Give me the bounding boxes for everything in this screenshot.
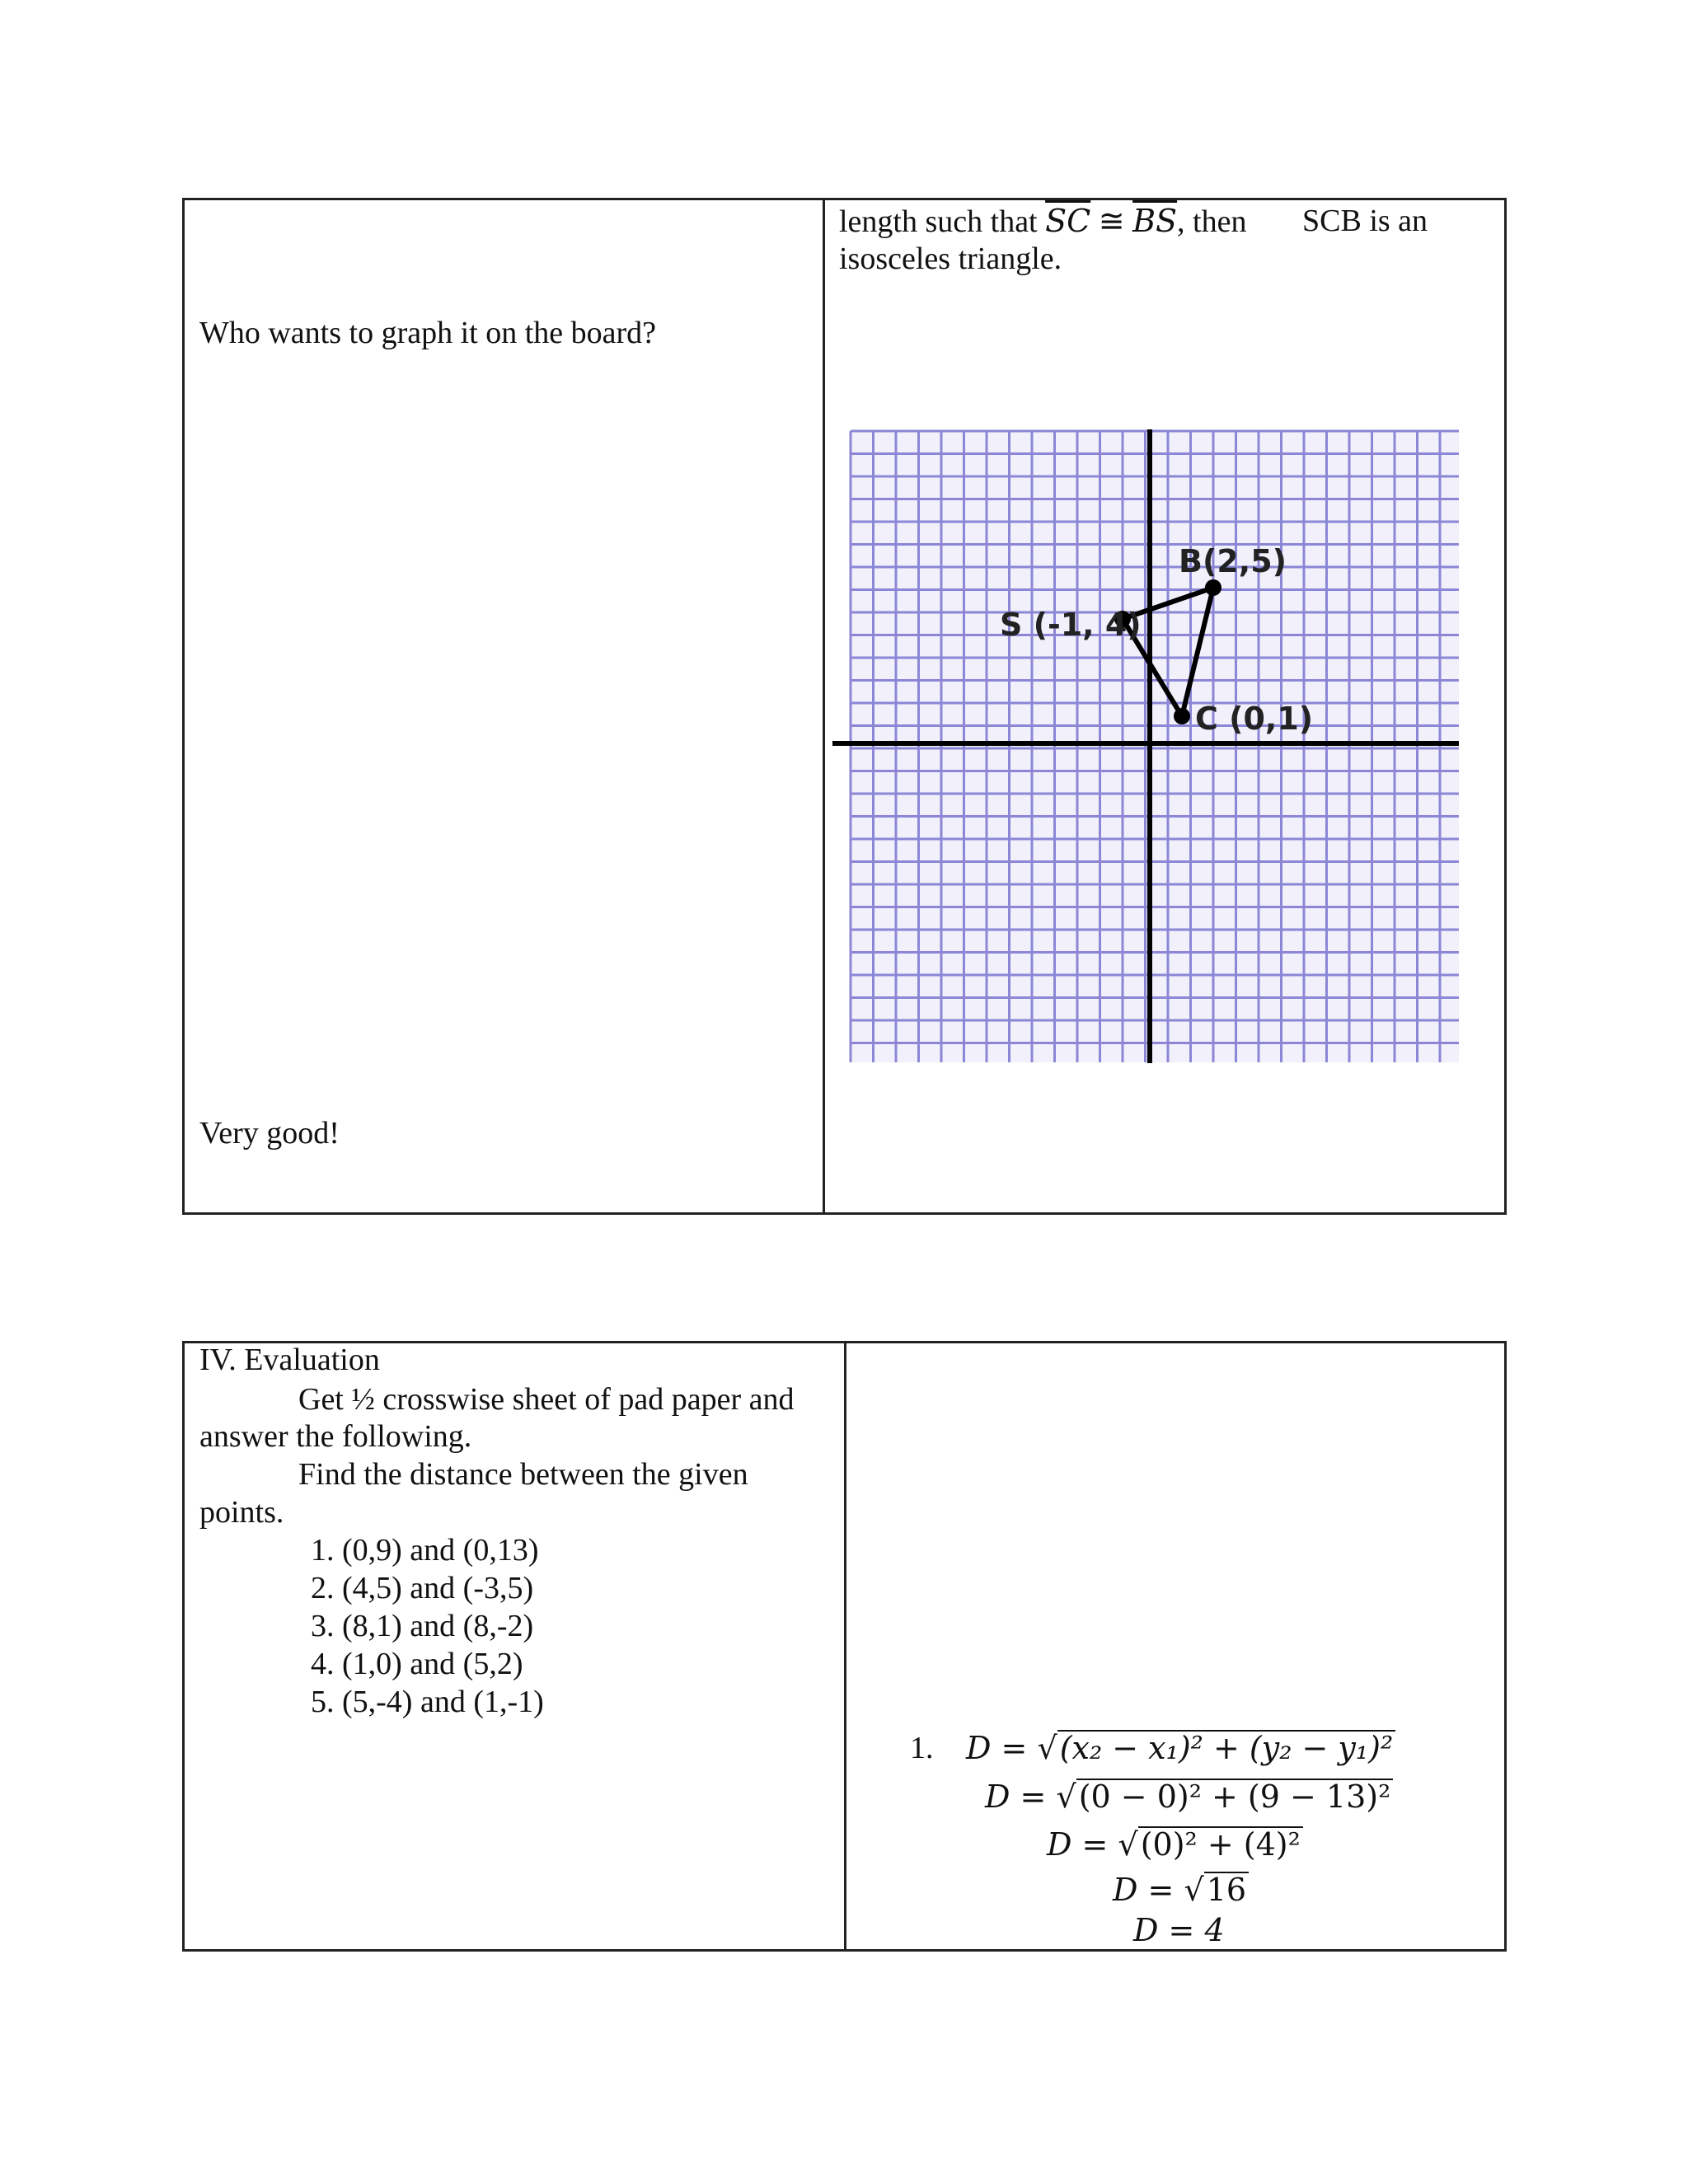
statement-text-b: , then: [1177, 204, 1247, 239]
column-divider: [823, 200, 825, 1212]
radicand: 16: [1204, 1872, 1249, 1906]
segment-sc: $\overline{SC}$: [1045, 203, 1091, 239]
lhs: D =: [985, 1779, 1047, 1815]
list-item: 1. (0,9) and (0,13): [311, 1533, 539, 1568]
radicand: (x₂ − x₁)² + (y₂ − y₁)²: [1057, 1730, 1396, 1765]
coordinate-graph: [832, 424, 1459, 1067]
lhs: D =: [1047, 1826, 1109, 1863]
isosceles-statement-tail: SCB is an: [1302, 204, 1428, 238]
list-item: 3. (8,1) and (8,-2): [311, 1609, 534, 1643]
instruction-1b: answer the following.: [199, 1419, 472, 1454]
isosceles-statement-line1: [839, 202, 1246, 241]
instruction-2b: points.: [199, 1495, 284, 1530]
point-c: [1174, 708, 1190, 724]
solution-line-2: D = √(0 − 0)² + (9 − 13)²: [985, 1778, 1393, 1816]
list-item: 2. (4,5) and (-3,5): [311, 1571, 534, 1605]
list-item: 4. (1,0) and (5,2): [311, 1647, 523, 1681]
instruction-2a: Find the distance between the given: [298, 1457, 748, 1492]
radicand: (0)² + (4)²: [1138, 1826, 1303, 1861]
statement-text-a: length such that: [839, 204, 1038, 239]
instruction-1a: Get ½ crosswise sheet of pad paper and: [298, 1382, 795, 1417]
praise-text: Very good!: [199, 1116, 340, 1151]
isosceles-statement-line2: isosceles triangle.: [839, 241, 1062, 276]
solution-line-1: D = √(x₂ − x₁)² + (y₂ − y₁)²: [966, 1729, 1395, 1767]
lhs: D =: [1113, 1872, 1175, 1908]
point-b: [1205, 579, 1221, 596]
segment-bs: $\overline{BS}$: [1132, 203, 1178, 239]
solution-line-4: D = √16: [1113, 1871, 1249, 1909]
column-divider-2: [844, 1343, 846, 1949]
solution-number: 1.: [910, 1731, 934, 1765]
solution-line-5: D = 4: [1133, 1912, 1225, 1948]
board-question: Who wants to graph it on the board?: [199, 316, 657, 350]
evaluation-heading: IV. Evaluation: [199, 1343, 380, 1377]
radicand: (0 − 0)² + (9 − 13)²: [1076, 1779, 1394, 1813]
solution-line-3: D = √(0)² + (4)²: [1047, 1825, 1303, 1863]
lhs: D =: [966, 1730, 1028, 1766]
label-c: C (0,1): [1195, 701, 1314, 737]
label-b: B(2,5): [1179, 543, 1287, 579]
congruent-symbol: ≅: [1098, 203, 1125, 239]
label-s: S (-1, 4): [1000, 607, 1142, 643]
list-item: 5. (5,-4) and (1,-1): [311, 1685, 544, 1719]
